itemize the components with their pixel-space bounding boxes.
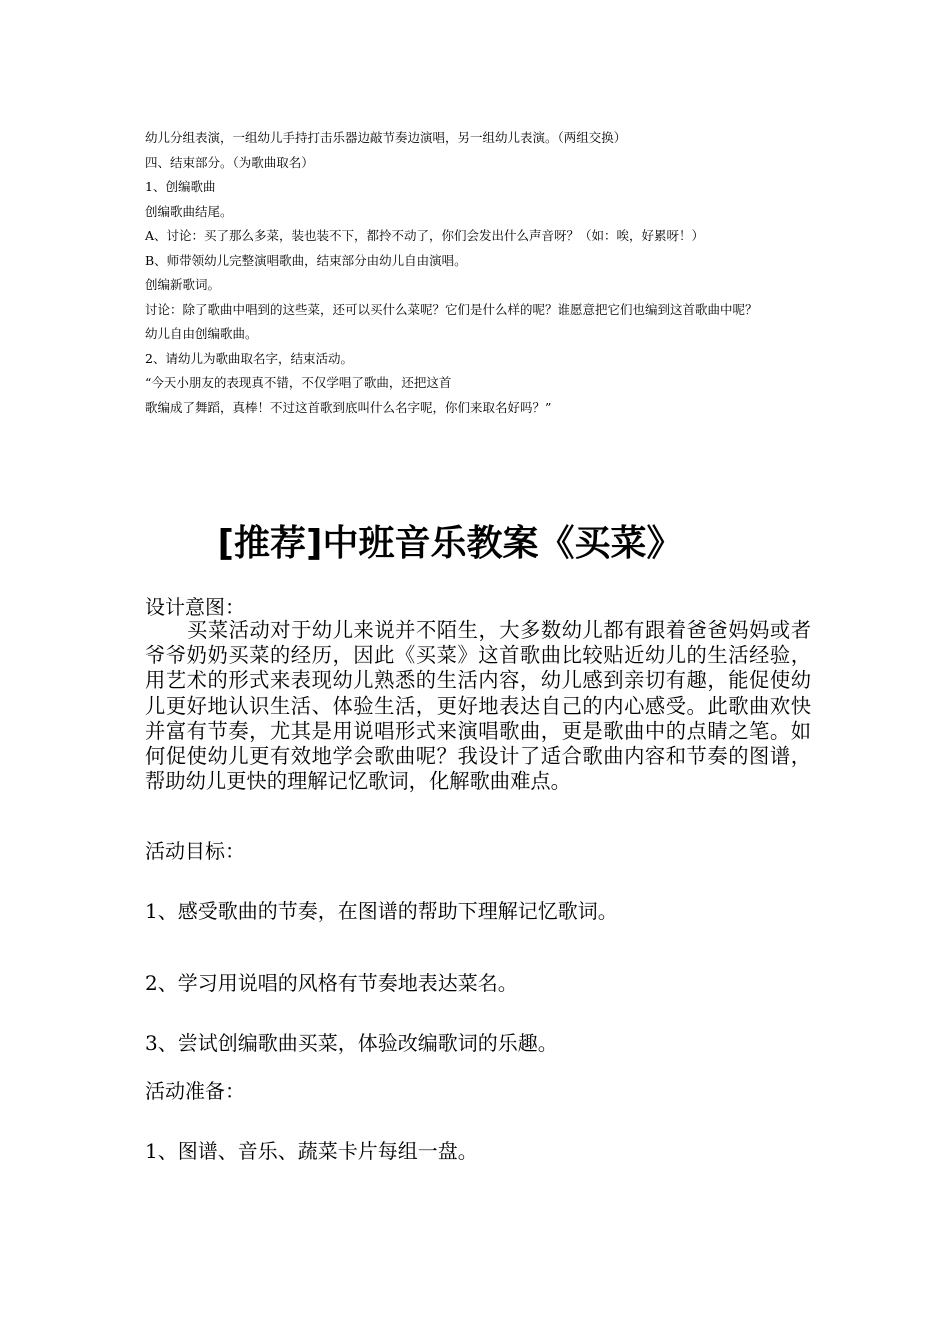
preparation-label: 活动准备： xyxy=(145,1079,245,1103)
text-line: 幼儿分组表演，一组幼儿手持打击乐器边敲节奏边演唱，另一组幼儿表演。（两组交换） xyxy=(145,130,627,145)
text-line: A、讨论：买了那么多菜，装也装不下，都拎不动了，你们会发出什么声音呀？（如：唉，好累呀！） xyxy=(145,228,705,243)
design-intent-label: 设计意图： xyxy=(145,595,245,619)
text-line: 创编新歌词。 xyxy=(145,277,221,292)
preparation-item: 1、图谱、音乐、蔬菜卡片每组一盘。 xyxy=(145,1139,478,1163)
text-line: 2、请幼儿为歌曲取名字，结束活动。 xyxy=(145,350,353,366)
text-line: B、师带领幼儿完整演唱歌曲，结束部分由幼儿自由演唱。 xyxy=(145,252,467,268)
text-line: “今天小朋友的表现真不错，不仅学唱了歌曲，还把这首 xyxy=(145,375,452,390)
text-line: 创编歌曲结尾。 xyxy=(145,203,233,219)
text-line: 1、创编歌曲 xyxy=(145,179,216,194)
document-title: [推荐]中班音乐教案《买菜》 xyxy=(217,523,683,564)
text-line: 四、结束部分。（为歌曲取名） xyxy=(145,154,314,170)
design-intent-paragraph: 买菜活动对于幼儿来说并不陌生，大多数幼儿都有跟着爸爸妈妈或者爷爷奶奶买菜的经历，因此《买菜》这首歌曲比较贴近幼儿的生活经验，用艺术的形式来表现幼儿熟悉的生活内容，幼儿感到亲切有趣，能促使幼儿更好地认识生活、体验生活，更好地表达自己的内心感受。此歌曲欢快并富有节奏，尤其是用说唱形式来演唱歌曲，更是歌曲中的点睛之笔。如何促使幼儿更有效地学会歌曲呢？我设计了适合歌曲内容和节奏的图谱，帮助幼儿更快的理解记忆歌词，化解歌曲难点。 xyxy=(145,618,811,794)
text-line: 幼儿自由创编歌曲。 xyxy=(145,326,258,341)
goal-item: 1、感受歌曲的节奏，在图谱的帮助下理解记忆歌词。 xyxy=(145,899,618,923)
text-line: 讨论：除了歌曲中唱到的这些菜，还可以买什么菜呢？它们是什么样的呢？谁愿意把它们也编到这首歌曲中呢？ xyxy=(145,301,758,317)
goal-item: 3、尝试创编歌曲买菜，体验改编歌词的乐趣。 xyxy=(145,1031,558,1055)
goals-label: 活动目标： xyxy=(145,839,245,863)
previous-lesson-ending xyxy=(145,126,815,420)
goal-item: 2、学习用说唱的风格有节奏地表达菜名。 xyxy=(145,971,518,995)
text-line: 歌编成了舞蹈，真棒！不过这首歌到底叫什么名字呢，你们来取名好吗？” xyxy=(145,399,552,415)
